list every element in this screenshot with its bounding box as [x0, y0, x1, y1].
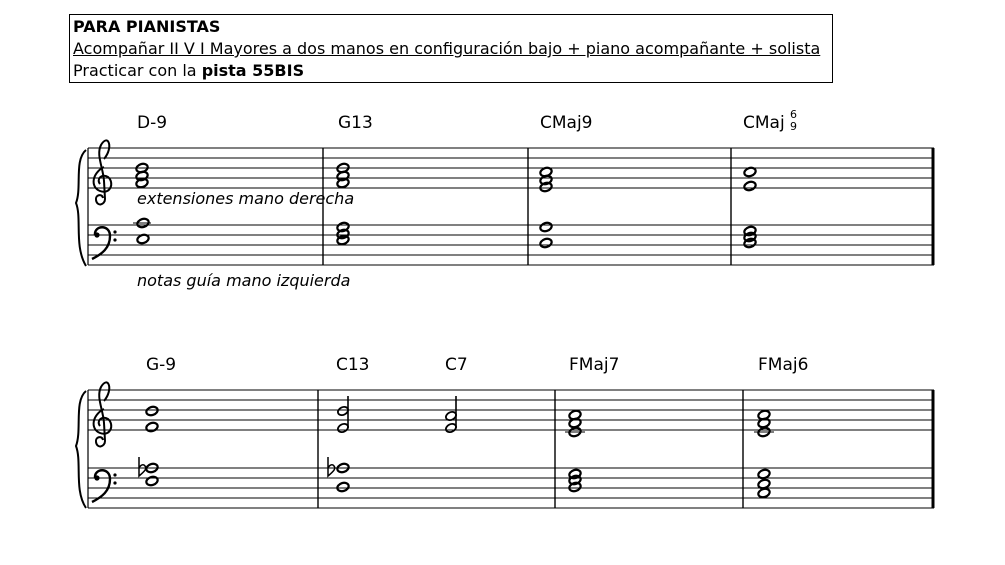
bass-clef-icon: [92, 227, 117, 259]
chord-superscript: 6: [790, 108, 797, 121]
practice-track: pista 55BIS: [201, 61, 305, 80]
chord-symbol: FMaj6: [758, 355, 809, 375]
right-hand-annotation: extensiones mano derecha: [137, 189, 355, 208]
practice-prefix: Practicar con la: [73, 61, 202, 80]
note: [539, 237, 553, 248]
grand-staff-brace: [76, 391, 86, 508]
note: [337, 422, 350, 433]
note: [743, 180, 757, 191]
system-2: [76, 355, 934, 508]
exercise-description: Acompañar II V I Mayores a dos manos en configuración bajo + piano acompañante + solista: [73, 39, 821, 58]
chord-symbol: G-9: [146, 355, 177, 375]
note: [145, 405, 159, 416]
chord-symbol: D-9: [137, 113, 168, 133]
grand-staff-brace: [76, 150, 86, 266]
bass-staff: [88, 468, 934, 508]
flat-accidental-icon: [139, 457, 146, 476]
chord-symbol: G13: [338, 113, 373, 133]
left-hand-annotation: notas guía mano izquierda: [137, 271, 351, 290]
treble-staff: [88, 148, 934, 188]
treble-clef-icon: [94, 382, 112, 446]
note: [145, 475, 159, 486]
note: [539, 221, 553, 232]
system-1: [76, 108, 934, 290]
treble-staff: [88, 390, 934, 430]
page-title: PARA PIANISTAS: [73, 17, 221, 36]
chord-symbol: C13: [336, 355, 370, 375]
bass-clef-icon: [92, 470, 117, 502]
note: [145, 421, 159, 432]
chord-subscript: 9: [790, 120, 797, 133]
note: [445, 422, 458, 433]
note: [336, 481, 350, 492]
chord-symbol: CMaj: [743, 113, 785, 133]
note: [757, 487, 771, 498]
treble-clef-icon: [94, 140, 112, 204]
chord-symbol: C7: [445, 355, 468, 375]
bass-staff: [88, 225, 934, 265]
chord-symbol: FMaj7: [569, 355, 620, 375]
flat-accidental-icon: [328, 457, 335, 476]
chord-symbol: CMaj9: [540, 113, 593, 133]
